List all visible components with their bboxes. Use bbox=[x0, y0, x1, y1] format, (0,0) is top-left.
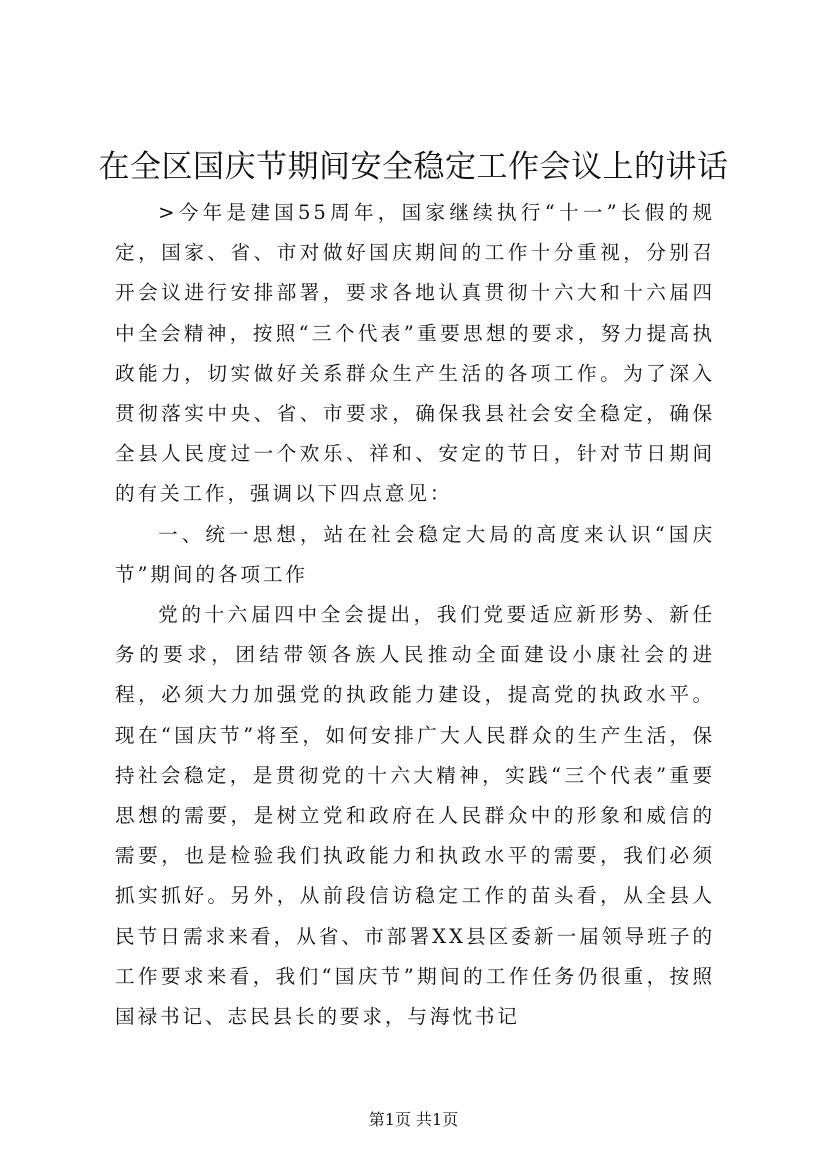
page-footer: 第1页 共1页 bbox=[368, 1110, 459, 1129]
document-title: 在全区国庆节期间安全稳定工作会议上的讲话 bbox=[98, 149, 729, 185]
section-heading-1: 一、统一思想，站在社会稳定大局的高度来认识“国庆节”期间的各项工作 bbox=[115, 522, 715, 586]
document-body bbox=[115, 193, 715, 1037]
paragraph-section-1: 党的十六届四中全会提出，我们党要适应新形势、新任务的要求，团结带领各族人民推动全面建设小康社会的进程，必须大力加强党的执政能力建设，提高党的执政水平。现在“国庆节”将至，如何安排广大人民群众的生产生活，保持社会稳定，是贯彻党的十六大精神，实践“三个代表”重要思想的需要，是树立党和政府在人民群众中的形象和威信的需要，也是检验我们执政能力和执政水平的需要，我们必须抓实抓好。另外，从前段信访稳定工作的苗头看，从全县人民节日需求来看，从省、市部署XX县区委新一届领导班子的工作要求来看，我们“国庆节”期间的工作任务仍很重，按照国禄书记、志民县长的要求，与海忱书记 bbox=[115, 603, 715, 1029]
paragraph-intro: >今年是建国55周年，国家继续执行“十一”长假的规定，国家、省、市对做好国庆期间的工作十分重视，分别召开会议进行安排部署，要求各地认真贯彻十六大和十六届四中全会精神，按照“三个代表”重要思想的要求，努力提高执政能力，切实做好关系群众生产生活的各项工作。为了深入贯彻落实中央、省、市要求，确保我县社会安全稳定，确保全县人民度过一个欢乐、祥和、安定的节日，针对节日期间的有关工作，强调以下四点意见： bbox=[115, 201, 715, 506]
